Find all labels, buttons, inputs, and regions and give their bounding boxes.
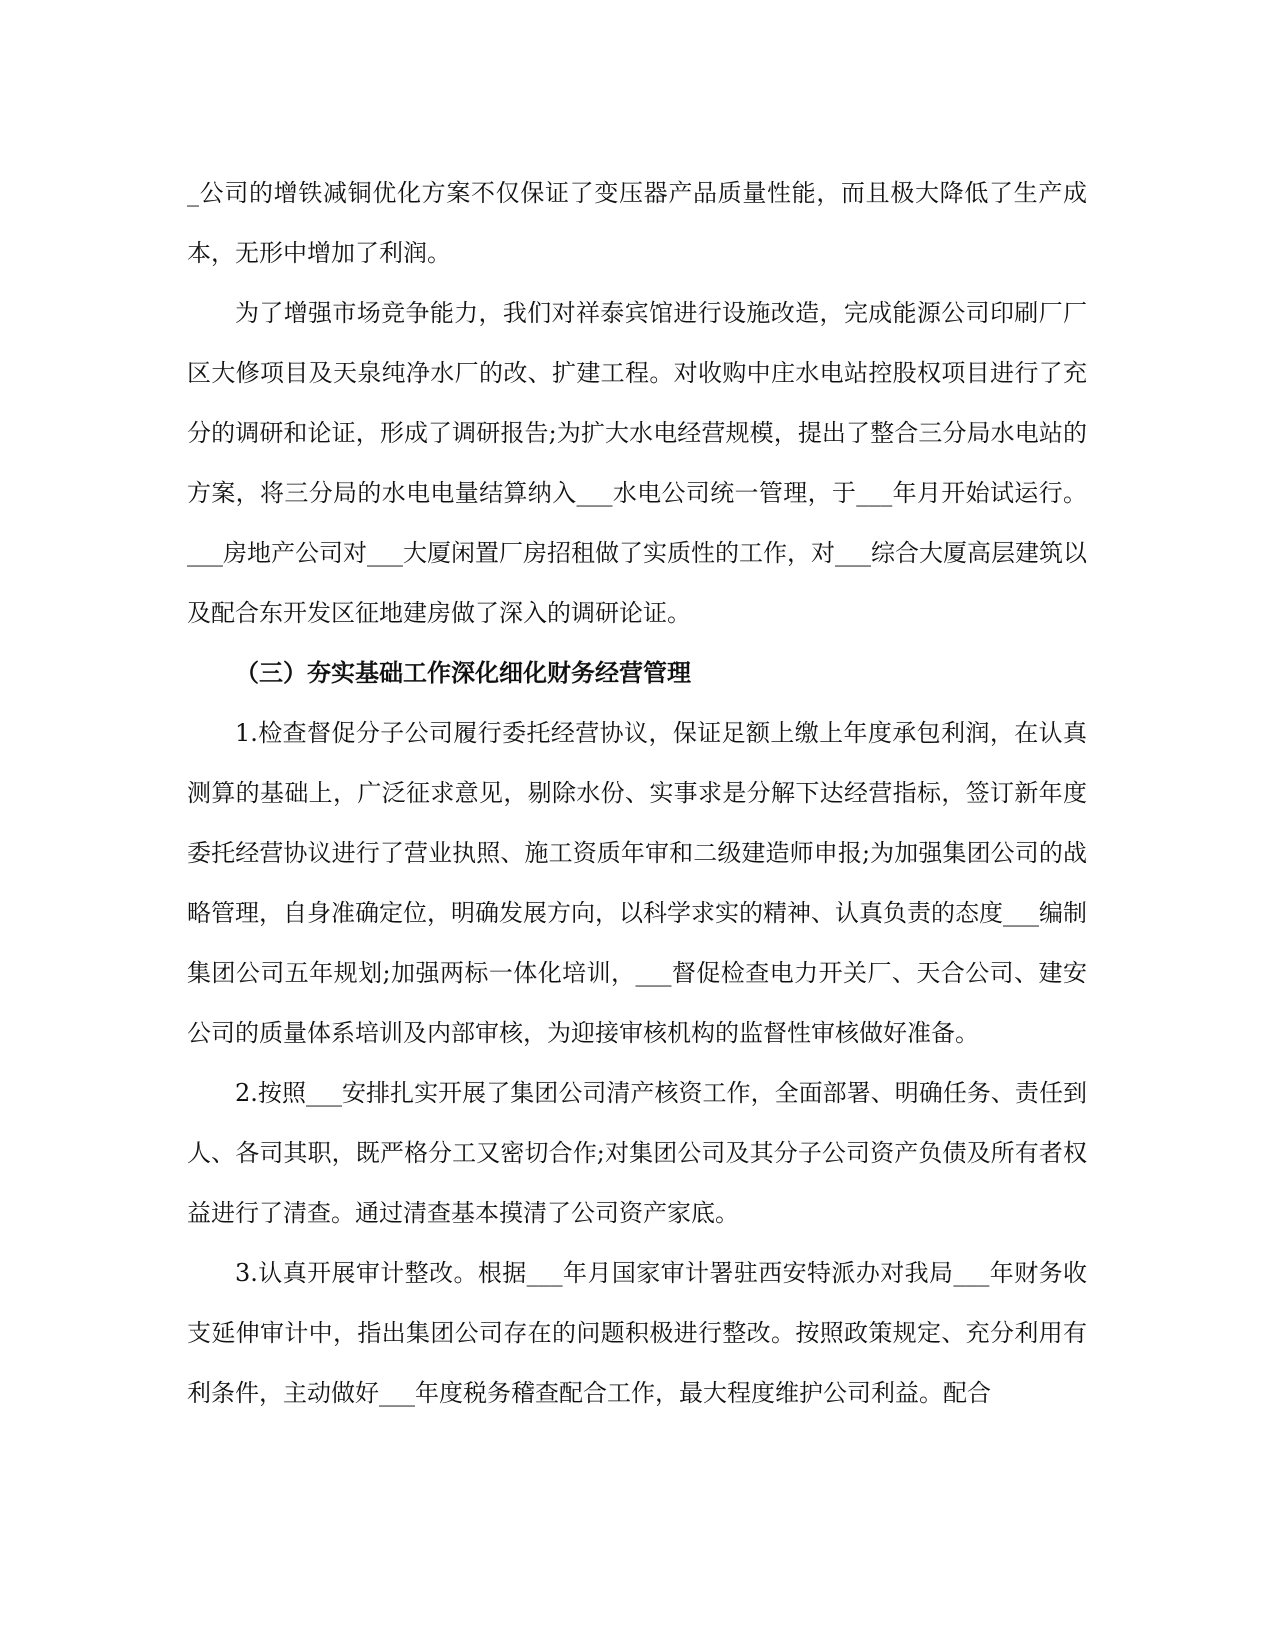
- paragraph-market-competition: 为了增强市场竞争能力，我们对祥泰宾馆进行设施改造，完成能源公司印刷厂厂区大修项目及天泉纯净水厂的改、扩建工程。对收购中庄水电站控股权项目进行了充分的调研和论证，形成了调研报告;为扩大水电经营规模，提出了整合三分局水电站的方案，将三分局的水电电量结算纳入___水电公司统一管理，于___年月开始试运行。___房地产公司对___大厦闲置厂房招租做了实质性的工作，对___综合大厦高层建筑以及配合东开发区征地建房做了深入的调研论证。: [187, 299, 1087, 627]
- paragraph-item-2: 2.按照___安排扎实开展了集团公司清产核资工作，全面部署、明确任务、责任到人、各司其职，既严格分工又密切合作;对集团公司及其分子公司资产负债及所有者权益进行了清查。通过清查基本摸清了公司资产家底。: [187, 1079, 1087, 1227]
- section-heading-3: （三）夯实基础工作深化细化财务经营管理: [235, 659, 691, 687]
- paragraph-continuation: _公司的增铁减铜优化方案不仅保证了变压器产品质量性能，而且极大降低了生产成本，无形中增加了利润。: [187, 179, 1087, 267]
- paragraph-item-3: 3.认真开展审计整改。根据___年月国家审计署驻西安特派办对我局___年财务收支延伸审计中，指出集团公司存在的问题积极进行整改。按照政策规定、充分利用有利条件，主动做好___年度税务稽查配合工作，最大程度维护公司利益。配合: [187, 1259, 1087, 1407]
- paragraph-item-1: 1.检查督促分子公司履行委托经营协议，保证足额上缴上年度承包利润，在认真测算的基础上，广泛征求意见，剔除水份、实事求是分解下达经营指标，签订新年度委托经营协议进行了营业执照、施工资质年审和二级建造师申报;为加强集团公司的战略管理，自身准确定位，明确发展方向，以科学求实的精神、认真负责的态度___编制集团公司五年规划;加强两标一体化培训，___督促检查电力开关厂、天合公司、建安公司的质量体系培训及内部审核，为迎接审核机构的监督性审核做好准备。: [187, 719, 1087, 1047]
- document-body: [187, 163, 1087, 1423]
